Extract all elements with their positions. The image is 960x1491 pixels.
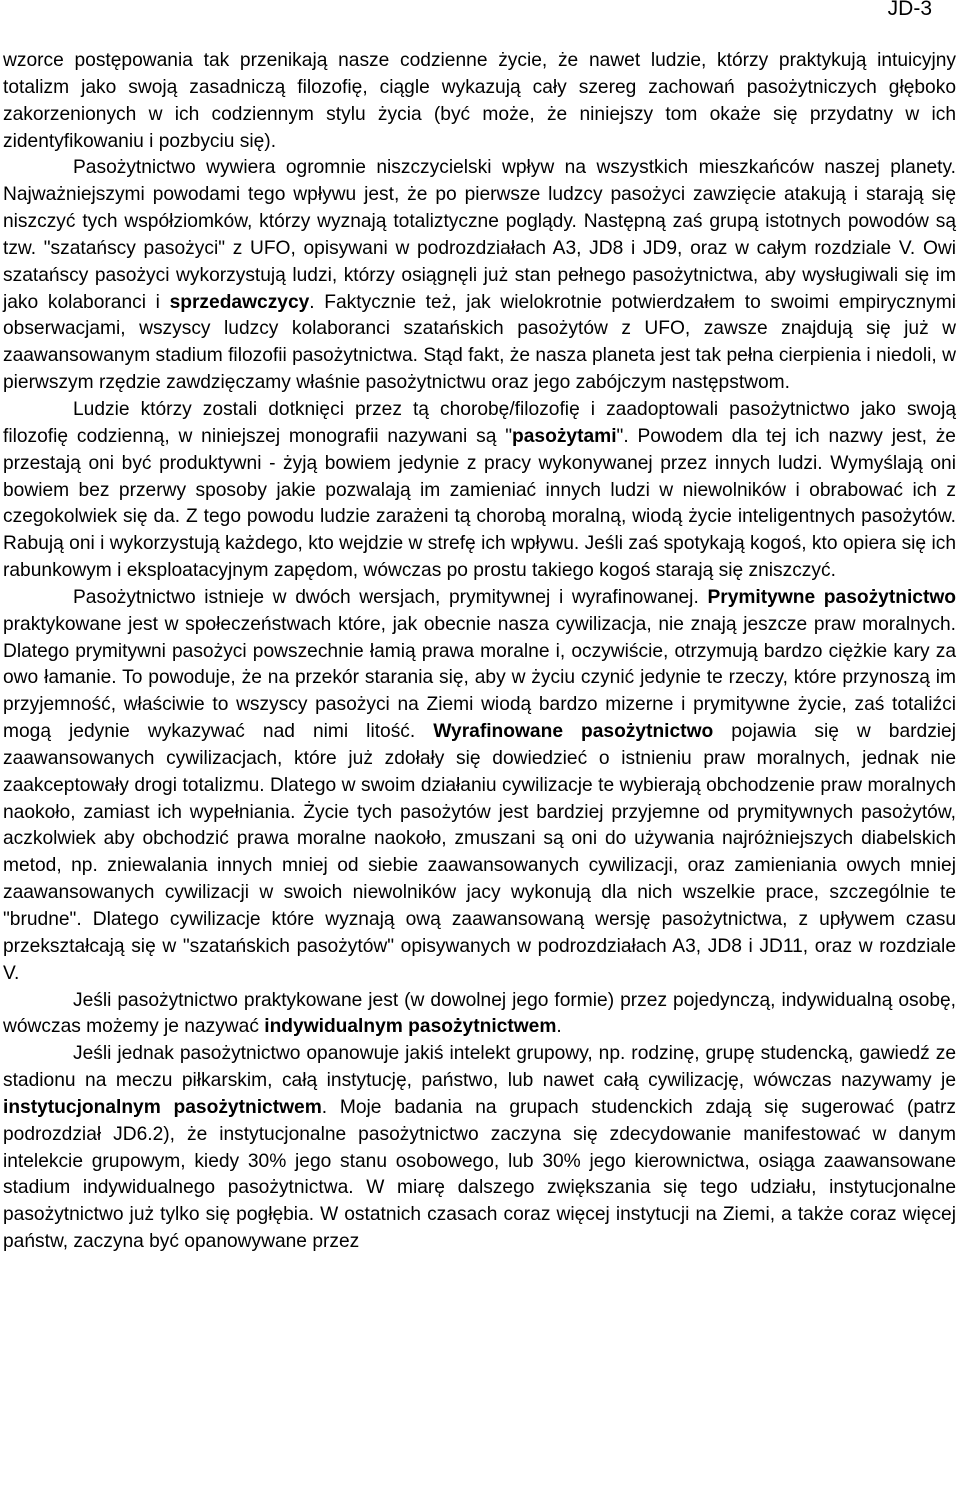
paragraph-6 (3, 1041, 956, 1256)
term-pasozytami: pasożytami (512, 425, 617, 447)
paragraph-2-text-c: . Faktycznie też, jak wielokrotnie potwierdzałem to swoimi empirycznymi obserwacjami, wszyscy ludzcy kolaboranci szatańskich pasożytów z UFO, zawsze znajdują się już w zaawansowanym stadium filozofii pasożytnictwa. Stąd fakt, że nasza planeta jest tak pełna cierpienia i niedoli, w pierwszym rzędzie zawdzięczamy właśnie pasożytnictwu oraz jego zabójczym następstwom. (3, 291, 956, 394)
term-indywidualne-pasozytnictwo: indywidualnym pasożytnictwem (264, 1016, 557, 1038)
term-prymitywne-pasozytnictwo: Prymitywne pasożytnictwo (707, 586, 956, 608)
paragraph-3-text-a: Ludzie którzy zostali dotknięci przez tą chorobę/filozofię i zaadoptowali pasożytnictwo jako swoją filozofię codzienną, w niniejszej monografii nazywani są " (3, 398, 956, 447)
paragraph-6-text-a: Jeśli jednak pasożytnictwo opanowuje jakiś intelekt grupowy, np. rodzinę, grupę studencką, gawiedź ze stadionu na meczu piłkarskim, całą instytucję, państwo, lub nawet całą cywilizację, wówczas nazywamy je (3, 1043, 956, 1092)
term-wyrafinowane-pasozytnictwo: Wyrafinowane pasożytnictwo (433, 721, 714, 743)
term-instytucjonalne-pasozytnictwo: instytucjonalnym pasożytnictwem (3, 1096, 322, 1118)
paragraph-4 (3, 585, 956, 988)
paragraph-5-text-c: . (556, 1016, 562, 1038)
paragraph-4-text-e: pojawia się w bardziej zaawansowanych cywilizacjach, które już zdołały się dowiedzieć o istnieniu praw moralnych, jednak nie zaakceptowały drogi totalizmu. Dlatego w swoim działaniu cywilizacje te wybierają obchodzenie praw moralnych naokoło, zamiast ich wypełniania. Życie tych pasożytów jest bardziej przyjemne od prymitywnych pasożytów, aczkolwiek aby obchodzić prawa moralne naokoło, zmuszani są oni do używania najróżniejszych diabelskich metod, np. zniewalania innych mniej od siebie zaawansowanych cywilizacji, oraz zamieniania owych mniej zaawansowanych cywilizacji w swoich niewolników jacy wykonują dla nich wszelkie prace, szczególnie te "brudne". Dlatego cywilizacje które wyznają ową zaawansowaną wersję pasożytnictwa, z upływem czasu przekształcają się w "szatańskich pasożytów" opisywanych w podrozdziałach A3, JD8 i JD11, oraz w rozdziale V. (3, 721, 956, 984)
paragraph-5 (3, 988, 956, 1042)
paragraph-2 (3, 155, 956, 397)
paragraph-2-text-a: Pasożytnictwo wywiera ogromnie niszczycielski wpływ na wszystkich mieszkańców naszej planety. Najważniejszymi powodami tego wpływu jest, że po pierwsze ludzcy pasożyci zawzięcie atakują i starają się niszczyć tych współziomków, którzy wyznają totaliztyczne poglądy. Następną zaś grupą istotnych powodów są tzw. "szatańscy pasożyci" z UFO, opisywani w podrozdziałach A3, JD8 i JD9, oraz w całym rozdziale V. Owi szatańscy pasożyci wykorzystują ludzi, którzy osiągnęli już stan pełnego pasożytnictwa, aby wysługiwali się im jako kolaboranci i (3, 157, 956, 313)
page-number-label: JD-3 (887, 0, 932, 20)
paragraph-1 (3, 48, 956, 155)
paragraph-1-text: wzorce postępowania tak przenikają nasze codzienne życie, że nawet ludzie, którzy praktykują intuicyjny totalizm jako swoją zasadniczą filozofię, ciągle wykazują cały szereg zachowań pasożytniczych głęboko zakorzenionych w ich codziennym stylu życia (być może, że niniejszy tom okaże się przydatny w ich zidentyfikowaniu i pozbyciu się). (3, 50, 956, 152)
paragraph-5-text-a: Jeśli pasożytnictwo praktykowane jest (w dowolnej jego formie) przez pojedynczą, indywidualną osobę, wówczas możemy je nazywać (3, 989, 956, 1038)
document-body (3, 48, 956, 1256)
paragraph-3-text-c: ". Powodem dla tej ich nazwy jest, że przestają oni być produktywni - żyją bowiem jedynie z pracy wykonywanej przez innych ludzi. Wymyślają oni bowiem bez przerwy sposoby jakie pozwalają im zamieniać innych ludzi w niewolników i obrabować ich z czegokolwiek się da. Z tego powodu ludzie zarażeni tą chorobą moralną, wiodą życie inteligentnych pasożytów. Rabują oni i wykorzystują każdego, kto wejdzie w strefę ich wpływu. Jeśli zaś spotykają kogoś, kto opiera się ich rabunkowym i eksploatacyjnym zapędom, wówczas po prostu takiego kogoś starają się zniszczyć. (3, 425, 956, 582)
paragraph-4-text-a: Pasożytnictwo istnieje w dwóch wersjach, prymitywnej i wyrafinowanej. (73, 586, 708, 608)
paragraph-4-text-c: praktykowane jest w społeczeństwach które, jak obecnie nasza cywilizacja, nie znają jeszcze praw moralnych. Dlatego prymitywni pasożyci powszechnie łamią prawa moralne i, oczywiście, otrzymują bardzo ciężkie kary za owo łamanie. To powoduje, że na przekór starania się, aby w życiu czynić jedynie te rzeczy, które przynoszą im przyjemność, właściwie to wszyscy pasożyci na Ziemi wiodą bardzo mizerne i prymitywne życie, zaś totaliźci mogą jedynie wykazywać nad nimi litość. (3, 613, 956, 743)
paragraph-6-text-c: . Moje badania na grupach studenckich zdają się sugerować (patrz podrozdział JD6.2), że instytucjonalne pasożytnictwo zaczyna się zdecydowanie manifestować w danym intelekcie grupowym, kiedy 30% jego stanu osobowego, lub 30% jego kierownictwa, osiąga zaawansowane stadium indywidualnego pasożytnictwa. W miarę dalszego zwiększania się tego udziału, instytucjonalne pasożytnictwo już tylko się pogłębia. W ostatnich czasach coraz więcej instytucji na Ziemi, a także coraz więcej państw, zaczyna być opanowywane przez (3, 1096, 956, 1253)
term-sprzedawczycy: sprzedawczycy (169, 291, 310, 313)
paragraph-3 (3, 397, 956, 585)
